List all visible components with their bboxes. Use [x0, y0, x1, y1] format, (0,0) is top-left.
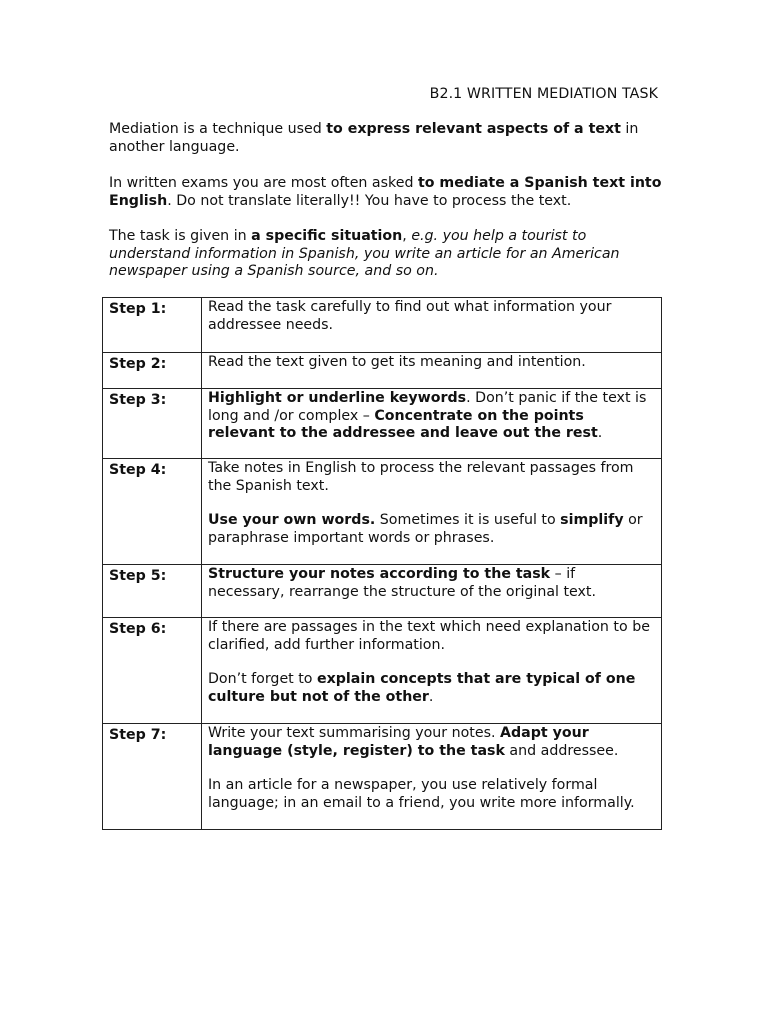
step-3-text-b: . Don’t panic if the text is long and /or complex –: [208, 390, 647, 424]
intro-2-text-a: In written exams you are most often asked: [109, 175, 418, 191]
step-content-3: [202, 389, 662, 459]
step-3-text-bold-c: Concentrate on the points relevant to the addressee and leave out the rest: [208, 407, 598, 441]
step-label-5: Step 5:: [103, 565, 202, 618]
step-1-text: Read the task carefully to find out what information your addressee needs.: [208, 299, 612, 333]
step-4-text-b: Sometimes it is useful to: [375, 512, 561, 528]
step-6-text-bold-b: explain concepts that are typical of one culture but not of the other: [208, 671, 636, 705]
step-5-text-bold-a: Structure your notes according to the task: [208, 566, 551, 582]
step-label-3: Step 3:: [103, 389, 202, 459]
step-content-5: [202, 565, 662, 618]
steps-table: [102, 297, 662, 830]
intro-paragraph-3: [109, 228, 669, 281]
step-4-text-1: Take notes in English to process the relevant passages from the Spanish text.: [208, 460, 634, 494]
step-2-text: Read the text given to get its meaning and intention.: [208, 354, 586, 370]
step-7-text-c: and addressee.: [504, 742, 619, 759]
step-7-text-2: In an article for a newspaper, you use relatively formal language; in an email to a friend, you write more informally.: [208, 777, 635, 811]
step-label-2: Step 2:: [103, 353, 202, 389]
step-row-5: [103, 565, 662, 618]
step-4-text-bold-c: simplify: [560, 512, 624, 528]
step-6-text-a: Don’t forget to: [208, 671, 317, 687]
step-content-1: [202, 298, 662, 353]
step-4-text-d: or paraphrase important words or phrases.: [208, 512, 643, 546]
step-content-6: [202, 618, 662, 724]
step-4-text-2: [208, 512, 653, 547]
intro-1-text-a: Mediation is a technique used: [109, 121, 327, 137]
intro-3-text-bold: a specific situation: [251, 228, 403, 244]
step-row-7: [103, 724, 662, 830]
step-6-text-2: [208, 671, 653, 706]
step-label-1: Step 1:: [103, 298, 202, 353]
step-3-text-d: .: [597, 425, 603, 441]
intro-paragraph-1: [109, 121, 669, 156]
step-row-1: [103, 298, 662, 353]
step-label-4: Step 4:: [103, 459, 202, 565]
step-label-7: Step 7:: [103, 724, 202, 830]
step-7-text-bold-b: Adapt your language (style, register) to the task: [208, 725, 589, 759]
intro-2-text-bold: to mediate a Spanish text into English: [109, 175, 662, 209]
step-3-text: [208, 390, 653, 443]
step-content-2: [202, 353, 662, 389]
intro-paragraph-2: [109, 175, 669, 210]
step-5-text-b: – if necessary, rearrange the structure of the original text.: [208, 566, 596, 600]
step-label-6: Step 6:: [103, 618, 202, 724]
step-7-text-1: [208, 725, 653, 760]
step-6-text-1: If there are passages in the text which need explanation to be clarified, add further information.: [208, 619, 650, 653]
step-row-2: [103, 353, 662, 389]
intro-2-text-c: . Do not translate literally!! You have to process the text.: [167, 192, 572, 209]
step-5-text: [208, 566, 653, 601]
step-content-7: [202, 724, 662, 830]
step-row-6: [103, 618, 662, 724]
intro-1-text-c: in another language.: [109, 121, 639, 155]
step-row-3: [103, 389, 662, 459]
intro-1-text-bold: to express relevant aspects of a text: [326, 121, 621, 137]
step-6-text-c: .: [428, 688, 434, 705]
intro-3-text-c: ,: [402, 228, 412, 244]
step-7-text-a: Write your text summarising your notes.: [208, 725, 501, 741]
step-content-4: [202, 459, 662, 565]
intro-3-text-a: The task is given in: [109, 228, 252, 244]
step-row-4: [103, 459, 662, 565]
step-3-text-bold-a: Highlight or underline keywords: [208, 390, 467, 406]
intro-3-text-italic: e.g. you help a tourist to understand information in Spanish, you write an article for an American newspaper using a Spanish source, and so on.: [109, 228, 620, 279]
step-4-text-bold-a: Use your own words.: [208, 512, 376, 528]
document-title: B2.1 WRITTEN MEDIATION TASK: [429, 86, 658, 102]
